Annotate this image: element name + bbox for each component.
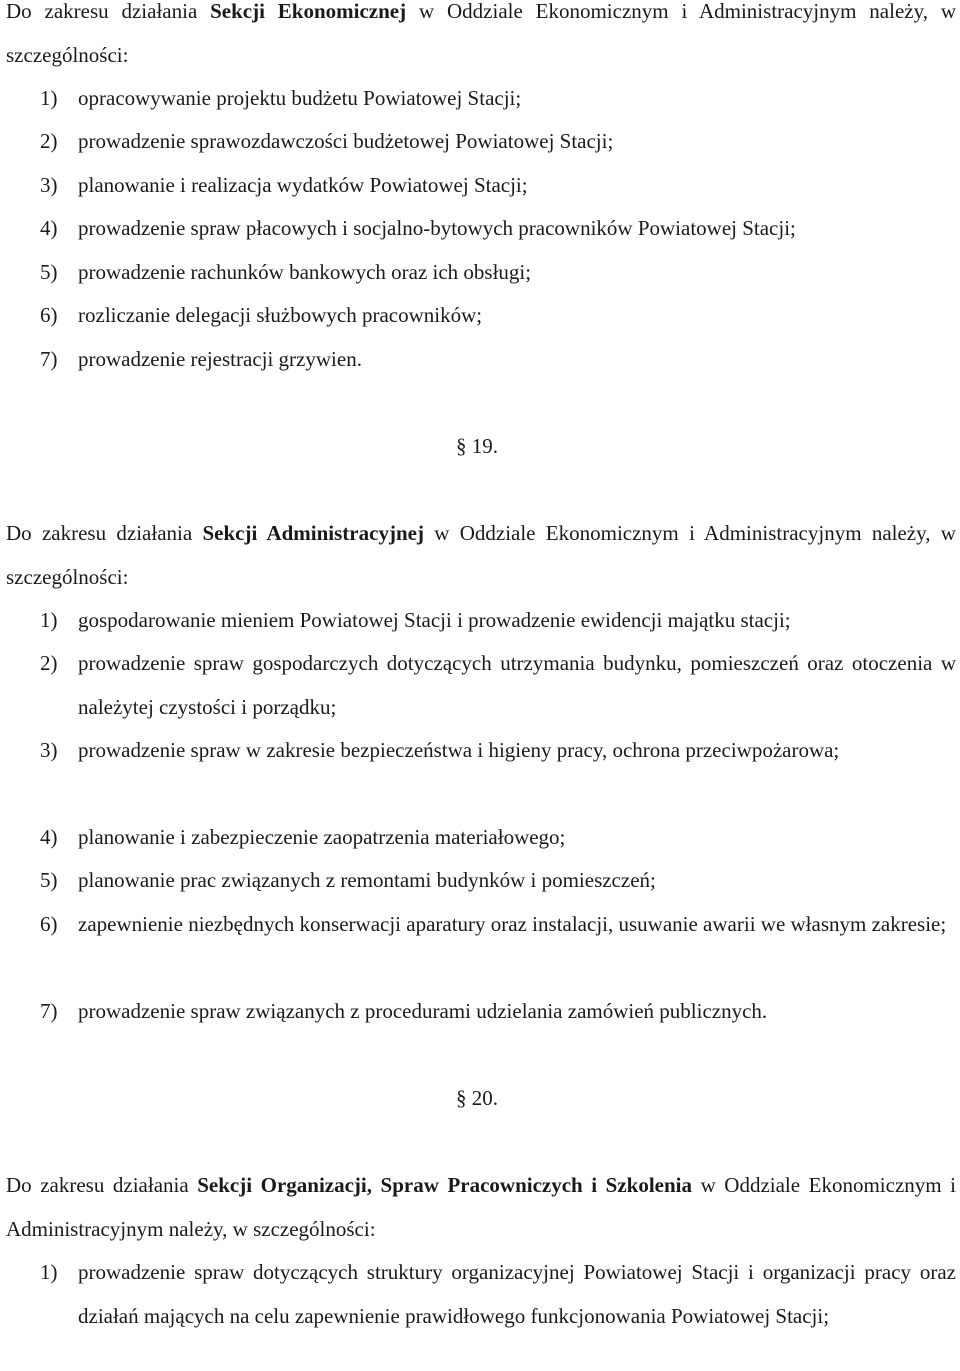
section-18-intro [6,0,956,77]
item-text: prowadzenie spraw związanych z procedurami udzielania zamówień publicznych. [78,999,768,1023]
item-number: 4) [40,216,58,240]
item-text: prowadzenie rachunków bankowych oraz ich obsługi; [78,260,532,284]
unit-name: Sekcji Ekonomicznej [210,0,407,23]
item-text: prowadzenie spraw gospodarczych dotyczących utrzymania budynku, pomieszczeń oraz otoczenia w należytej czystości i porządku; [78,651,956,719]
list-item [40,816,956,860]
item-text: prowadzenie sprawozdawczości budżetowej Powiatowej Stacji; [78,129,614,153]
item-number: 2) [40,129,58,153]
section-19-intro [6,512,956,599]
list-item [40,990,956,1034]
item-number: 3) [40,173,58,197]
list-item [40,859,956,903]
list-item [40,77,956,121]
item-number: 3) [40,738,58,762]
item-number: 1) [40,86,58,110]
item-number: 1) [40,1260,58,1284]
list-item [40,729,956,773]
item-text: gospodarowanie mieniem Powiatowej Stacji i prowadzenie ewidencji majątku stacji; [78,608,791,632]
list-item [40,903,956,947]
item-text: planowanie prac związanych z remontami budynków i pomieszczeń; [78,868,656,892]
item-text: prowadzenie spraw płacowych i socjalno-bytowych pracowników Powiatowej Stacji; [78,216,796,240]
list-item [40,164,956,208]
list-item [40,207,956,251]
list-item [40,338,956,382]
unit-name: Sekcji Organizacji, Spraw Pracowniczych i Szkolenia [197,1173,693,1197]
item-text: opracowywanie projektu budżetu Powiatowej Stacji; [78,86,522,110]
item-number: 6) [40,912,58,936]
section-20-intro [6,1164,956,1251]
list-item [40,642,956,729]
list-item [40,599,956,643]
intro-text: Do zakresu działania [6,0,211,23]
item-number: 6) [40,303,58,327]
intro-text: w Oddziale Ekonomicznym i Administracyjnym należy, w szczególności: [6,521,956,589]
intro-text: Do zakresu działania [6,1173,198,1197]
item-text: prowadzenie spraw dotyczących struktury organizacyjnej Powiatowej Stacji i organizacji pracy oraz działań mających na celu zapewnienie prawidłowego funkcjonowania Powiatowej Stacji; [78,1260,956,1328]
section-heading: § 19. [456,434,498,458]
item-text: zapewnienie niezbędnych konserwacji aparatury oraz instalacji, usuwanie awarii we własnym zakresie; [78,912,947,936]
section-heading: § 20. [456,1086,498,1110]
list-item [40,1251,956,1338]
list-item [40,120,956,164]
item-text: prowadzenie spraw w zakresie bezpieczeństwa i higieny pracy, ochrona przeciwpożarowa; [78,738,840,762]
intro-text: Do zakresu działania [6,521,203,545]
list-item [40,294,956,338]
item-text: planowanie i zabezpieczenie zaopatrzenia materiałowego; [78,825,566,849]
item-text: planowanie i realizacja wydatków Powiatowej Stacji; [78,173,528,197]
item-number: 7) [40,999,58,1023]
item-number: 5) [40,260,58,284]
item-number: 5) [40,868,58,892]
item-text: prowadzenie rejestracji grzywien. [78,347,362,371]
item-text: rozliczanie delegacji służbowych pracowników; [78,303,483,327]
item-number: 2) [40,651,58,675]
item-number: 7) [40,347,58,371]
item-number: 1) [40,608,58,632]
item-number: 4) [40,825,58,849]
intro-text: w Oddziale Ekonomicznym i Administracyjnym należy, w szczególności: [6,0,956,67]
intro-text: w Oddziale Ekonomicznym i Administracyjnym należy, w szczególności: [6,1173,956,1241]
list-item [40,251,956,295]
unit-name: Sekcji Administracyjnej [202,521,424,545]
